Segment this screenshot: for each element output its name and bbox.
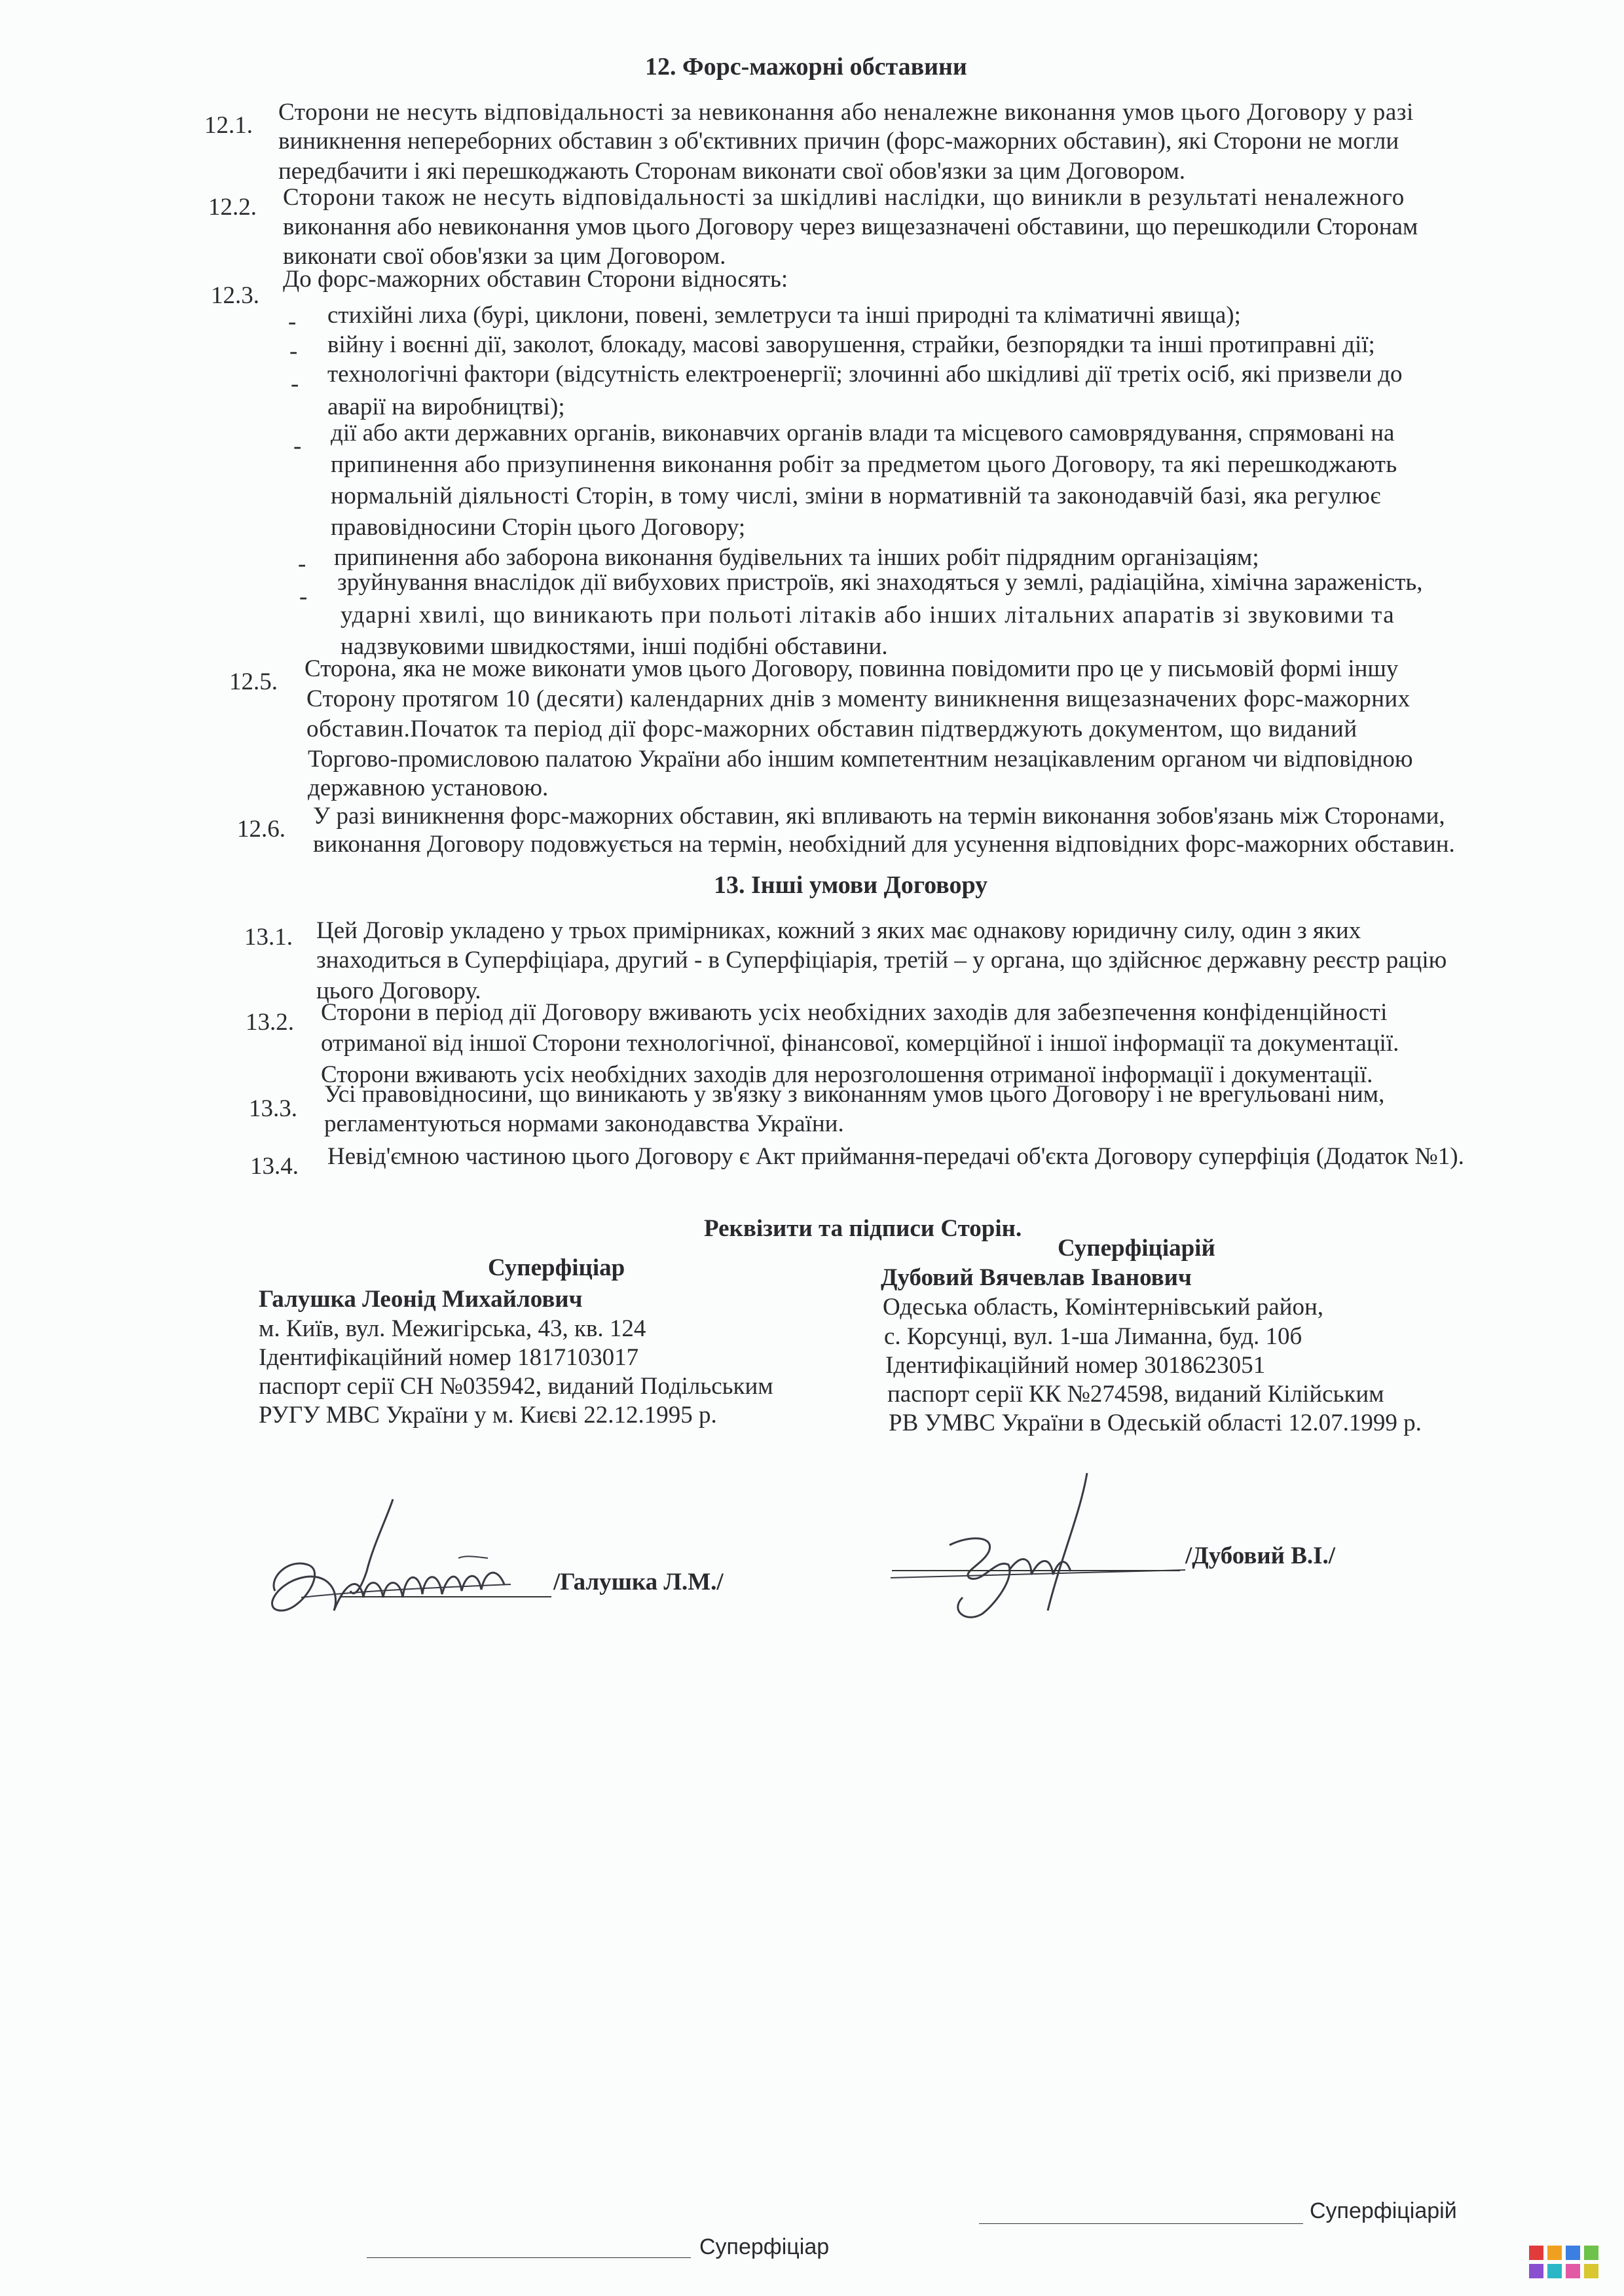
corner-logo-icon xyxy=(1529,2246,1601,2285)
clause-line: державною установою. xyxy=(308,774,549,801)
signature-line-left xyxy=(341,1596,551,1597)
party-detail-left: Ідентифікаційний номер 1817103017 xyxy=(259,1344,639,1371)
party-detail-left: м. Київ, вул. Межигірська, 43, кв. 124 xyxy=(259,1315,646,1342)
clause-line: Сторони вживають усіх необхідних заходів для нерозголошення отриманої інформації і документації. xyxy=(321,1061,1373,1088)
bullet-line: правовідносини Сторін цього Договору; xyxy=(331,514,746,541)
bullet-line: війну і воєнні дії, заколот, блокаду, масові заворушення, страйки, безпорядки та інші протиправні дії; xyxy=(327,331,1375,358)
clause-number: 13.3. xyxy=(249,1095,297,1122)
bullet-dash: - xyxy=(298,551,306,577)
clause-line: регламентуються нормами законодавства України. xyxy=(324,1110,844,1137)
clause-number: 12.5. xyxy=(229,668,278,695)
party-detail-right: Одеська область, Комінтернівський район, xyxy=(883,1294,1323,1321)
clause-line: Цей Договір укладено у трьох примірниках, кожний з яких має однакову юридичну силу, один з яких xyxy=(316,917,1361,944)
bullet-dash: - xyxy=(293,433,302,460)
bullet-line: технологічні фактори (відсутність електроенергії; злочинні або шкідливі дії третіх осіб, які призвели до xyxy=(327,361,1403,388)
signature-left xyxy=(262,1480,550,1637)
clause-number: 13.1. xyxy=(244,924,293,951)
clause-line: Сторони в період дії Договору вживають усіх необхідних заходів для забезпечення конфіденційності xyxy=(321,999,1388,1026)
clause-line: Сторону протягом 10 (десяти) календарних днів з моменту виникнення вищезазначених форс-мажорних xyxy=(306,685,1411,712)
party-detail-left: РУГУ МВС України у м. Києві 22.12.1995 р. xyxy=(259,1402,717,1429)
bullet-line: нормальній діяльності Сторін, в тому числі, зміни в нормативній та законодавчій базі, яка регулює xyxy=(331,483,1381,509)
clause-line: виникнення непереборних обставин з об'єктивних причин (форс-мажорних обставин), які Сторони не могли xyxy=(278,128,1399,155)
clause-line: знаходиться в Суперфіціара, другий - в Суперфіціарія, третій – у органа, що здійснює державну реєстр рацію xyxy=(316,947,1447,974)
clause-number: 12.3. xyxy=(211,282,259,309)
signature-label-right: /Дубовий В.І./ xyxy=(1185,1542,1336,1569)
section-13-title: 13. Інші умови Договору xyxy=(714,871,988,899)
party-name-right: Дубовий Вячевлав Іванович xyxy=(881,1264,1192,1291)
bullet-dash: - xyxy=(289,338,298,365)
party-detail-right: РВ УМВС України в Одеській області 12.07.1999 р. xyxy=(889,1410,1422,1436)
clause-line: отриманої від іншої Сторони технологічної, фінансової, комерційної і іншої інформації та документації. xyxy=(321,1030,1399,1057)
party-detail-left: паспорт серії СН №035942, виданий Подільським xyxy=(259,1373,773,1400)
bullet-line: стихійні лиха (бурі, циклони, повені, землетруси та інші природні та кліматичні явища); xyxy=(327,302,1241,329)
party-role-right: Суперфіціарій xyxy=(1058,1235,1215,1262)
footer-label-right: Суперфіціарій xyxy=(1310,2198,1457,2223)
clause-line: Усі правовідносини, що виникають у зв'язку з виконанням умов цього Договору і не врегульовані ним, xyxy=(324,1081,1385,1108)
footer-line-right xyxy=(979,2223,1303,2224)
clause-line: До форс-мажорних обставин Сторони відносять: xyxy=(283,266,788,293)
clause-line: обставин.Початок та період дії форс-мажорних обставин підтверджують документом, що виданий xyxy=(306,716,1357,742)
bullet-line: надзвуковими швидкостями, інші подібні обставини. xyxy=(341,633,888,660)
clause-number: 12.6. xyxy=(237,816,286,843)
clause-line: Невід'ємною частиною цього Договору є Акт приймання-передачі об'єкта Договору суперфіція (Додаток №1). xyxy=(327,1143,1464,1170)
party-detail-right: с. Корсунці, вул. 1-ша Лиманна, буд. 10б xyxy=(884,1323,1302,1350)
footer-label-left: Суперфіціар xyxy=(699,2234,830,2259)
clause-number: 12.2. xyxy=(208,194,257,221)
clause-line: виконати свої обов'язки за цим Договором. xyxy=(283,243,726,270)
clause-line: передбачити і які перешкоджають Сторонам виконати свої обов'язки за цим Договором. xyxy=(278,158,1185,185)
clause-line: виконання або невиконання умов цього Договору через вищезазначені обставини, що перешкодили Сторонам xyxy=(283,213,1418,240)
clause-number: 13.4. xyxy=(250,1153,299,1180)
clause-number: 13.2. xyxy=(246,1009,294,1036)
party-detail-right: паспорт серії КК №274598, виданий Кілійським xyxy=(887,1381,1384,1408)
signature-right xyxy=(891,1460,1192,1630)
bullet-line: припинення або призупинення виконання робіт за предметом цього Договору, та які перешкоджають xyxy=(331,451,1397,478)
clause-line: Сторони не несуть відповідальності за невиконання або неналежне виконання умов цього Договору у разі xyxy=(278,99,1414,126)
bullet-dash: - xyxy=(291,371,299,397)
signature-label-left: /Галушка Л.М./ xyxy=(553,1569,724,1595)
party-detail-right: Ідентифікаційний номер 3018623051 xyxy=(885,1352,1266,1379)
bullet-line: ударні хвилі, що виникають при польоті літаків або інших літальних апаратів зі звуковими та xyxy=(341,602,1395,629)
bullet-line: дії або акти державних органів, виконавчих органів влади та місцевого самоврядування, спрямовані на xyxy=(331,420,1395,446)
clause-line: Сторона, яка не може виконати умов цього Договору, повинна повідомити про це у письмовій формі іншу xyxy=(304,655,1399,682)
bullet-line: зруйнування внаслідок дії вибухових пристроїв, які знаходяться у землі, радіаційна, хімічна зараженість, xyxy=(337,569,1423,596)
clause-line: виконання Договору подовжується на термін, необхідний для усунення відповідних форс-мажорних обставин. xyxy=(313,831,1455,858)
clause-line: цього Договору. xyxy=(316,977,481,1004)
bullet-line: аварії на виробництві); xyxy=(327,393,565,420)
bullet-dash: - xyxy=(299,583,308,610)
footer-line-left xyxy=(367,2257,691,2258)
clause-number: 12.1. xyxy=(204,112,253,139)
party-name-left: Галушка Леонід Михайлович xyxy=(259,1286,583,1313)
section-12-title: 12. Форс-мажорні обставини xyxy=(645,53,967,81)
requisites-title: Реквізити та підписи Сторін. xyxy=(704,1215,1022,1242)
party-role-left: Суперфіціар xyxy=(488,1254,625,1281)
clause-line: Сторони також не несуть відповідальності за шкідливі наслідки, що виникли в результаті неналежного xyxy=(283,184,1405,211)
bullet-dash: - xyxy=(288,308,297,335)
clause-line: У разі виникнення форс-мажорних обставин, які впливають на термін виконання зобов'язань між Сторонами, xyxy=(313,803,1445,829)
bullet-line: припинення або заборона виконання будівельних та інших робіт підрядним організаціям; xyxy=(334,544,1259,571)
signature-line-right xyxy=(892,1570,1180,1571)
clause-line: Торгово-промисловою палатою України або іншим компетентним незацікавленим органом чи відповідною xyxy=(308,746,1413,773)
